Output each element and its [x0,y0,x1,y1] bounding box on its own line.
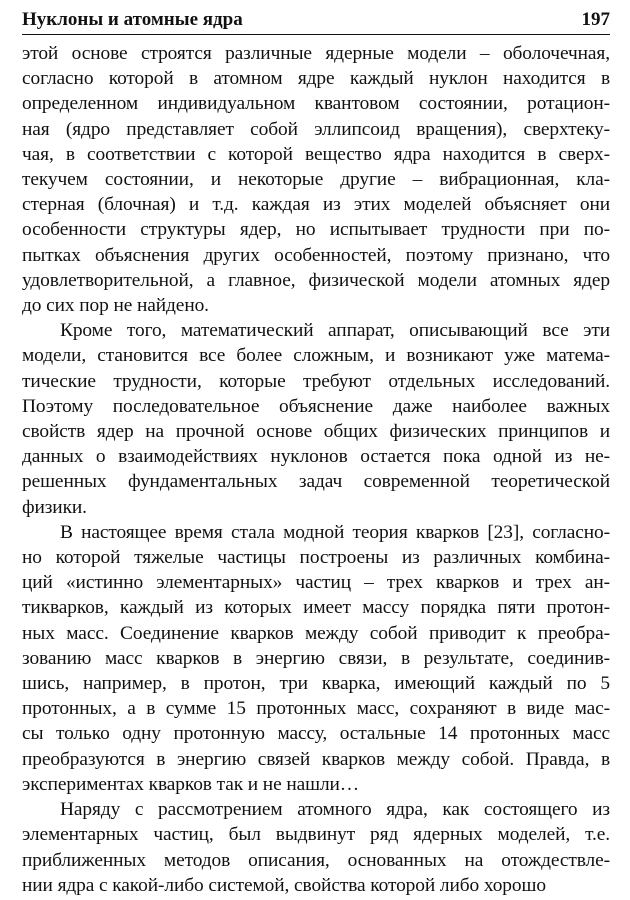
text-line: сы только одну протонную массу, остальные 14 протонных масс [22,723,610,745]
text-line: элементарных частиц, был выдвинут ряд ядерных моделей, т.е. [22,824,610,846]
text-line: решенных фундаментальных задач современной теоретической [22,471,610,493]
text-line: Кроме того, математический аппарат, описывающий все эти [60,320,610,342]
text-line: модели, становится все более сложным, и возникают уже матема- [22,345,610,367]
text-line: приближенных методов описания, основанных на отождествле- [22,849,610,871]
text-line: ная (ядро представляет собой эллипсоид вращения), сверхтеку- [22,118,610,140]
text-line: данных о взаимодействиях нуклонов остается пока одной из не- [22,446,610,468]
paragraph [22,318,610,520]
text-line: но которой тяжелые частицы построены из различных комбина- [22,547,610,569]
text-line: нии ядра с какой-либо системой, свойства которой либо хорошо [22,874,546,896]
paragraph [22,41,610,318]
text-line: преобразуются в энергию связей кварков между собой. Правда, в [22,748,610,770]
text-line: пытках объяснения других особенностей, поэтому признано, что [22,244,610,266]
page-number: 197 [581,9,610,30]
text-line: экспериментах кварков так и не нашли… [22,773,360,795]
text-line: шись, например, в протон, три кварка, имеющий каждый по 5 [22,673,610,695]
text-line: определенном индивидуальном квантовом состоянии, ротацион- [22,93,610,115]
text-line: удовлетворительной, а главное, физической модели атомных ядер [22,269,610,291]
paragraph [22,520,610,797]
text-line: тикварков, каждый из которых имеет массу порядка пяти протон- [22,597,610,619]
text-line: стерная (блочная) и т.д. каждая из этих моделей объясняет они [22,194,610,216]
text-line: протонных, а в сумме 15 протонных масс, сохраняют в виде мас- [22,698,610,720]
text-line: Поэтому последовательное объяснение даже наиболее важных [22,395,610,417]
text-line: чая, в соответствии с которой вещество ядра находится в сверх- [22,143,610,165]
body-text [22,41,610,898]
text-line: ций «истинно элементарных» частиц – трех кварков и трех ан- [22,572,610,594]
running-header [22,8,610,35]
text-line: зованию масс кварков в энергию связи, в результате, соединив- [22,647,610,669]
text-line: этой основе строятся различные ядерные модели – оболочечная, [22,43,610,64]
text-line: Наряду с рассмотрением атомного ядра, как состоящего из [60,799,610,821]
text-line: согласно которой в атомном ядре каждый нуклон находится в [22,68,610,90]
text-line: ных масс. Соединение кварков между собой приводит к преобра- [22,622,610,644]
text-line: текучем состоянии, и некоторые другие – вибрационная, кла- [22,169,610,191]
text-line: физики. [22,496,87,518]
text-line: особенности структуры ядер, но испытывает трудности при по- [22,219,610,241]
text-line: тические трудности, которые требуют отдельных исследований. [22,370,610,392]
chapter-title: Нуклоны и атомные ядра [22,9,243,30]
text-line: В настоящее время стала модной теория кварков [23], согласно- [60,521,610,543]
paragraph [22,797,610,898]
text-line: свойств ядер на прочной основе общих физических принципов и [22,421,610,443]
book-page [22,8,610,898]
text-line: до сих пор не найдено. [22,295,209,317]
